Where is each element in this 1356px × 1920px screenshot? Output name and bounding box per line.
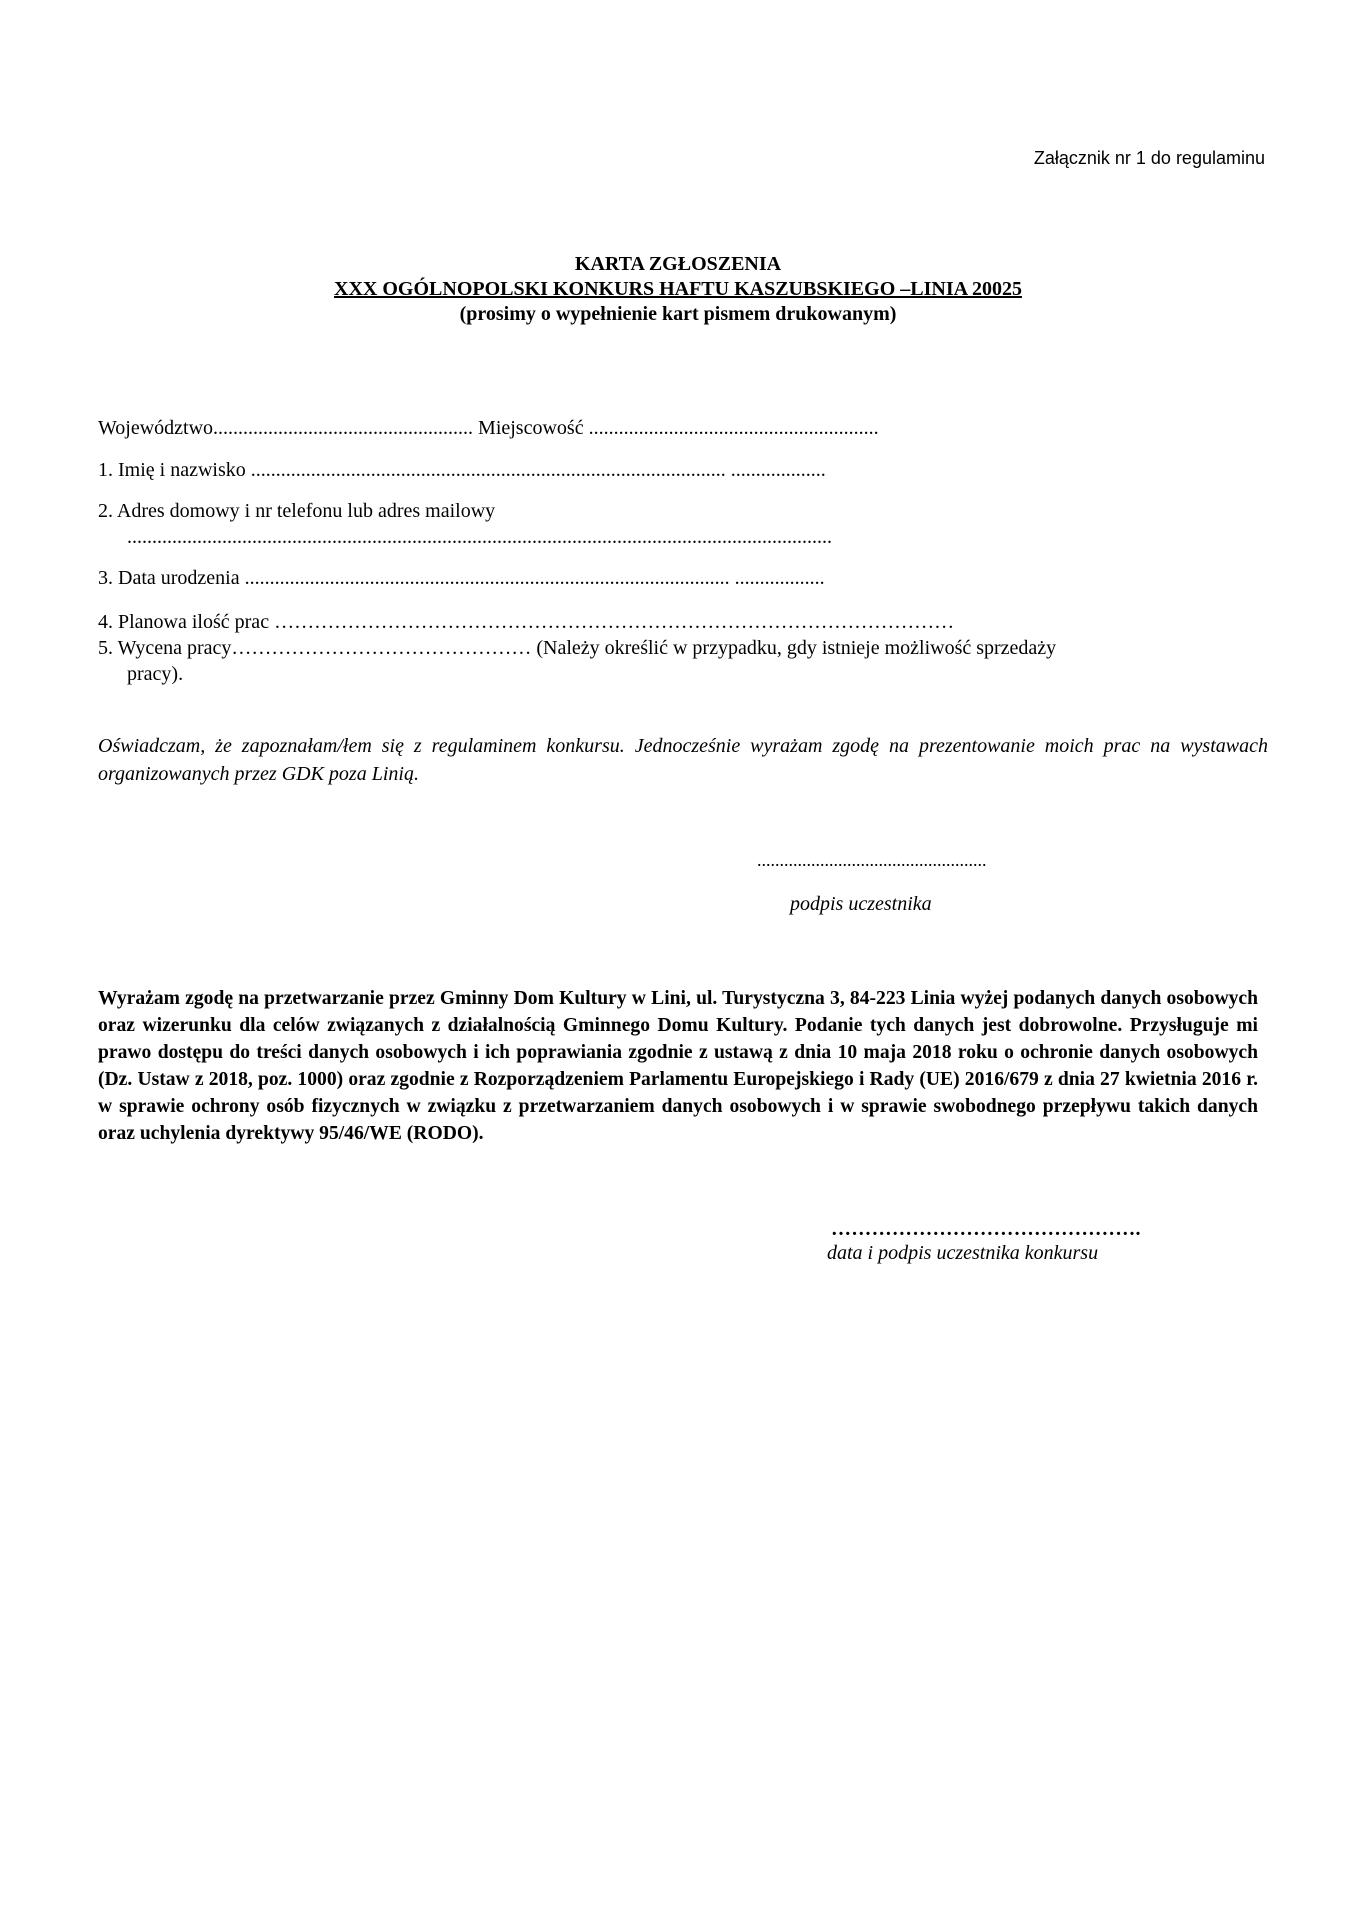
form-title: KARTA ZGŁOSZENIA (574, 253, 782, 275)
title-block (0, 252, 1356, 327)
date-signature-line[interactable]: ………………………………………. (831, 1218, 1141, 1240)
fill-instruction: (prosimy o wypełnienie kart pismem drukowanym) (459, 303, 897, 325)
price-field-continuation: pracy). (127, 663, 184, 685)
attachment-label: Załącznik nr 1 do regulaminu (1033, 148, 1265, 168)
signature-label: podpis uczestnika (790, 893, 932, 915)
statement-text: Oświadczam, że zapoznałam/łem się z regulaminem konkursu. Jednocześnie wyrażam zgodę na prezentowanie moich prac na wystawach organizowanych przez GDK poza Linią. (98, 735, 1268, 785)
signature-line[interactable]: ................................................... (757, 850, 987, 870)
name-field[interactable]: 1. Imię i nazwisko ............................................................................................... ................... (98, 459, 826, 481)
price-field[interactable]: 5. Wycena pracy……………………………………… (Należy określić w przypadku, gdy istnieje możliwość sprzedaży (98, 637, 1057, 659)
planned-works-field[interactable]: 4. Planowa ilość prac ………………………………………………………………………………………… (98, 611, 955, 633)
birthdate-field[interactable]: 3. Data urodzenia ................................................................................................. .................. (98, 567, 825, 589)
region-field[interactable]: Województwo.................................................... Miejscowość .......................................................... (98, 417, 879, 439)
address-field[interactable]: ............................................................................................................................................. (127, 526, 832, 548)
date-signature-label: data i podpis uczestnika konkursu (827, 1242, 1099, 1264)
data-consent-text: Wyrażam zgodę na przetwarzanie przez Gminny Dom Kultury w Lini, ul. Turystyczna 3, 84-223 Linia wyżej podanych danych osobowych oraz wizerunku dla celów związanych z działalnością Gminnego Domu Kultury. Podanie tych danych jest dobrowolne. Przysługuje mi prawo dostępu do treści danych osobowych i ich poprawiania zgodnie z ustawą z dnia 10 maja 2018 roku o ochronie danych osobowych (Dz. Ustaw z 2018, poz. 1000) oraz zgodnie z Rozporządzeniem Parlamentu Europejskiego i Rady (UE) 2016/679 z dnia 27 kwietnia 2016 r. w sprawie ochrony osób fizycznych w związku z przetwarzaniem danych osobowych i w sprawie swobodnego przepływu takich danych oraz uchylenia dyrektywy 95/46/WE (RODO). (98, 988, 1258, 1144)
address-field-label: 2. Adres domowy i nr telefonu lub adres mailowy (98, 500, 496, 522)
contest-name: XXX OGÓLNOPOLSKI KONKURS HAFTU KASZUBSKIEGO –LINIA 20025 (334, 278, 1022, 300)
